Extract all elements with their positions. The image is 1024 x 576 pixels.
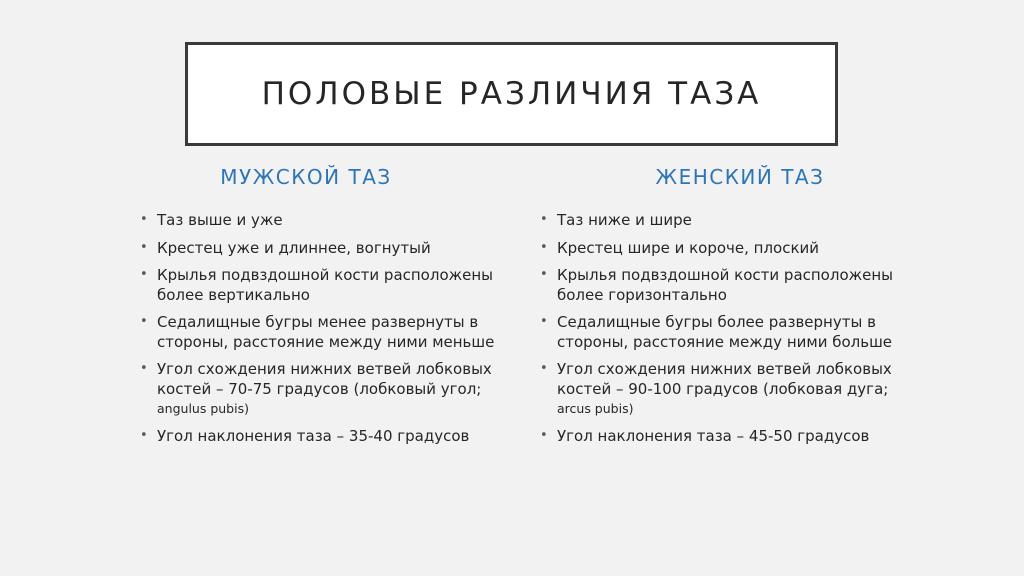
bullet-icon: • bbox=[140, 361, 148, 376]
latin-term: arcus pubis) bbox=[557, 401, 634, 416]
list-item bbox=[540, 313, 910, 352]
bullet-icon: • bbox=[140, 314, 148, 329]
bullet-icon: • bbox=[140, 239, 148, 255]
list-item-text: Таз ниже и шире bbox=[557, 211, 692, 229]
list-item-text: Крылья подвздошной кости расположены более вертикально bbox=[157, 266, 494, 304]
list-item bbox=[140, 360, 510, 419]
list-item bbox=[540, 427, 910, 447]
list-item bbox=[540, 211, 910, 231]
male-heading: МУЖСКОЙ ТАЗ bbox=[220, 165, 392, 189]
list-item bbox=[540, 239, 910, 259]
list-item-text: Крестец уже и длиннее, вогнутый bbox=[157, 238, 431, 257]
list-item-text: Таз выше и уже bbox=[157, 211, 283, 229]
list-item bbox=[140, 427, 510, 447]
female-column bbox=[540, 164, 910, 454]
bullet-icon: • bbox=[140, 212, 148, 227]
bullet-icon: • bbox=[140, 267, 148, 282]
list-item bbox=[140, 313, 510, 352]
list-item bbox=[140, 211, 510, 231]
list-item-text: Угол схождения нижних ветвей лобковых костей – 90-100 градусов (лобковая дуга; bbox=[557, 360, 892, 398]
male-list bbox=[140, 211, 510, 446]
list-item-text: Угол наклонения таза – 45-50 градусов bbox=[557, 426, 870, 445]
title-box bbox=[185, 42, 838, 146]
list-item-text: Угол схождения нижних ветвей лобковых костей – 70-75 градусов (лобковый угол; bbox=[157, 360, 492, 398]
bullet-icon: • bbox=[540, 314, 548, 329]
list-item-text: Угол наклонения таза – 35-40 градусов bbox=[157, 426, 470, 445]
latin-term: angulus pubis) bbox=[157, 401, 249, 416]
bullet-icon: • bbox=[540, 239, 548, 255]
list-item-text: Крылья подвздошной кости расположены более горизонтально bbox=[557, 266, 894, 304]
bullet-icon: • bbox=[540, 427, 548, 443]
list-item-text: Крестец шире и короче, плоский bbox=[557, 238, 820, 257]
female-heading: ЖЕНСКИЙ ТАЗ bbox=[655, 165, 825, 189]
list-item-text: Седалищные бугры менее развернуты в стороны, расстояние между ними меньше bbox=[157, 313, 495, 351]
female-list bbox=[540, 211, 910, 446]
slide-title: ПОЛОВЫЕ РАЗЛИЧИЯ ТАЗА bbox=[261, 76, 762, 112]
bullet-icon: • bbox=[140, 427, 148, 443]
list-item bbox=[140, 266, 510, 305]
male-column bbox=[140, 164, 510, 454]
bullet-icon: • bbox=[540, 267, 548, 282]
list-item bbox=[140, 239, 510, 259]
list-item bbox=[540, 266, 910, 305]
bullet-icon: • bbox=[540, 361, 548, 376]
list-item-text: Седалищные бугры более развернуты в стороны, расстояние между ними больше bbox=[557, 313, 893, 351]
list-item bbox=[540, 360, 910, 419]
bullet-icon: • bbox=[540, 212, 548, 227]
